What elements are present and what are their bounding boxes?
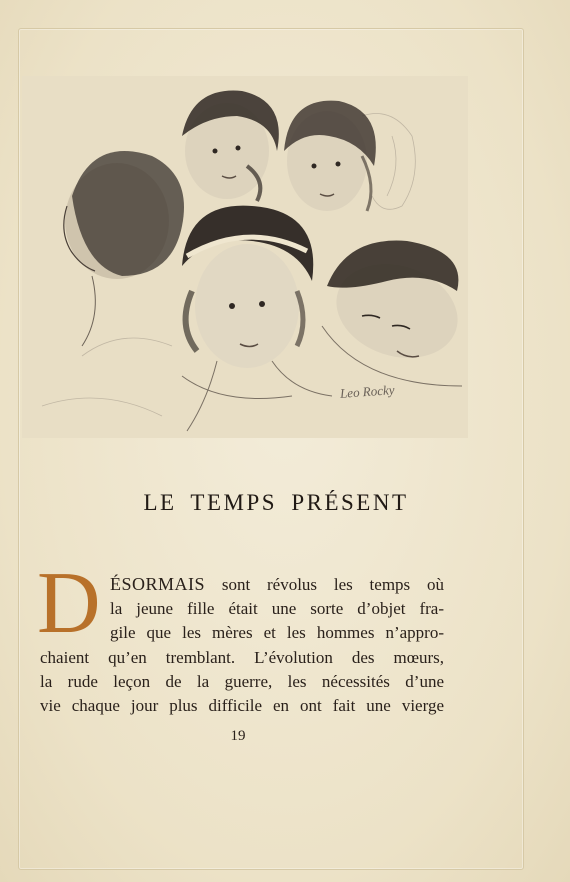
- text-line: [40, 572, 444, 597]
- profile-head-left: [64, 151, 184, 346]
- text-line: chaient qu’en tremblant. L’évolution des mœurs,: [40, 647, 444, 667]
- line-rest: sont révolus les temps où: [205, 575, 444, 594]
- etching-illustration: [22, 76, 468, 438]
- small-caps-lead: ÉSORMAIS: [110, 574, 206, 594]
- head-top-center: [182, 91, 279, 201]
- head-reclining-right: [322, 241, 468, 386]
- artist-signature: Leo Rocky: [339, 382, 395, 401]
- chapter-title: LE TEMPS PRÉSENT: [143, 490, 409, 515]
- text-line: gile que les mères et les hommes n’appro-: [110, 623, 444, 643]
- page-number: 19: [230, 728, 246, 744]
- head-center: [182, 206, 332, 431]
- etched-portrait-heads-icon: [22, 76, 468, 438]
- text-line: vie chaque jour plus difficile en ont fait une vierge: [40, 696, 444, 716]
- body-paragraph: [40, 572, 444, 718]
- text-line: la jeune fille était une sorte d’objet fra-: [110, 599, 444, 619]
- text-line: la rude leçon de la guerre, les nécessités d’une: [40, 671, 444, 691]
- drop-cap: D: [37, 555, 101, 652]
- head-top-right: [284, 101, 376, 211]
